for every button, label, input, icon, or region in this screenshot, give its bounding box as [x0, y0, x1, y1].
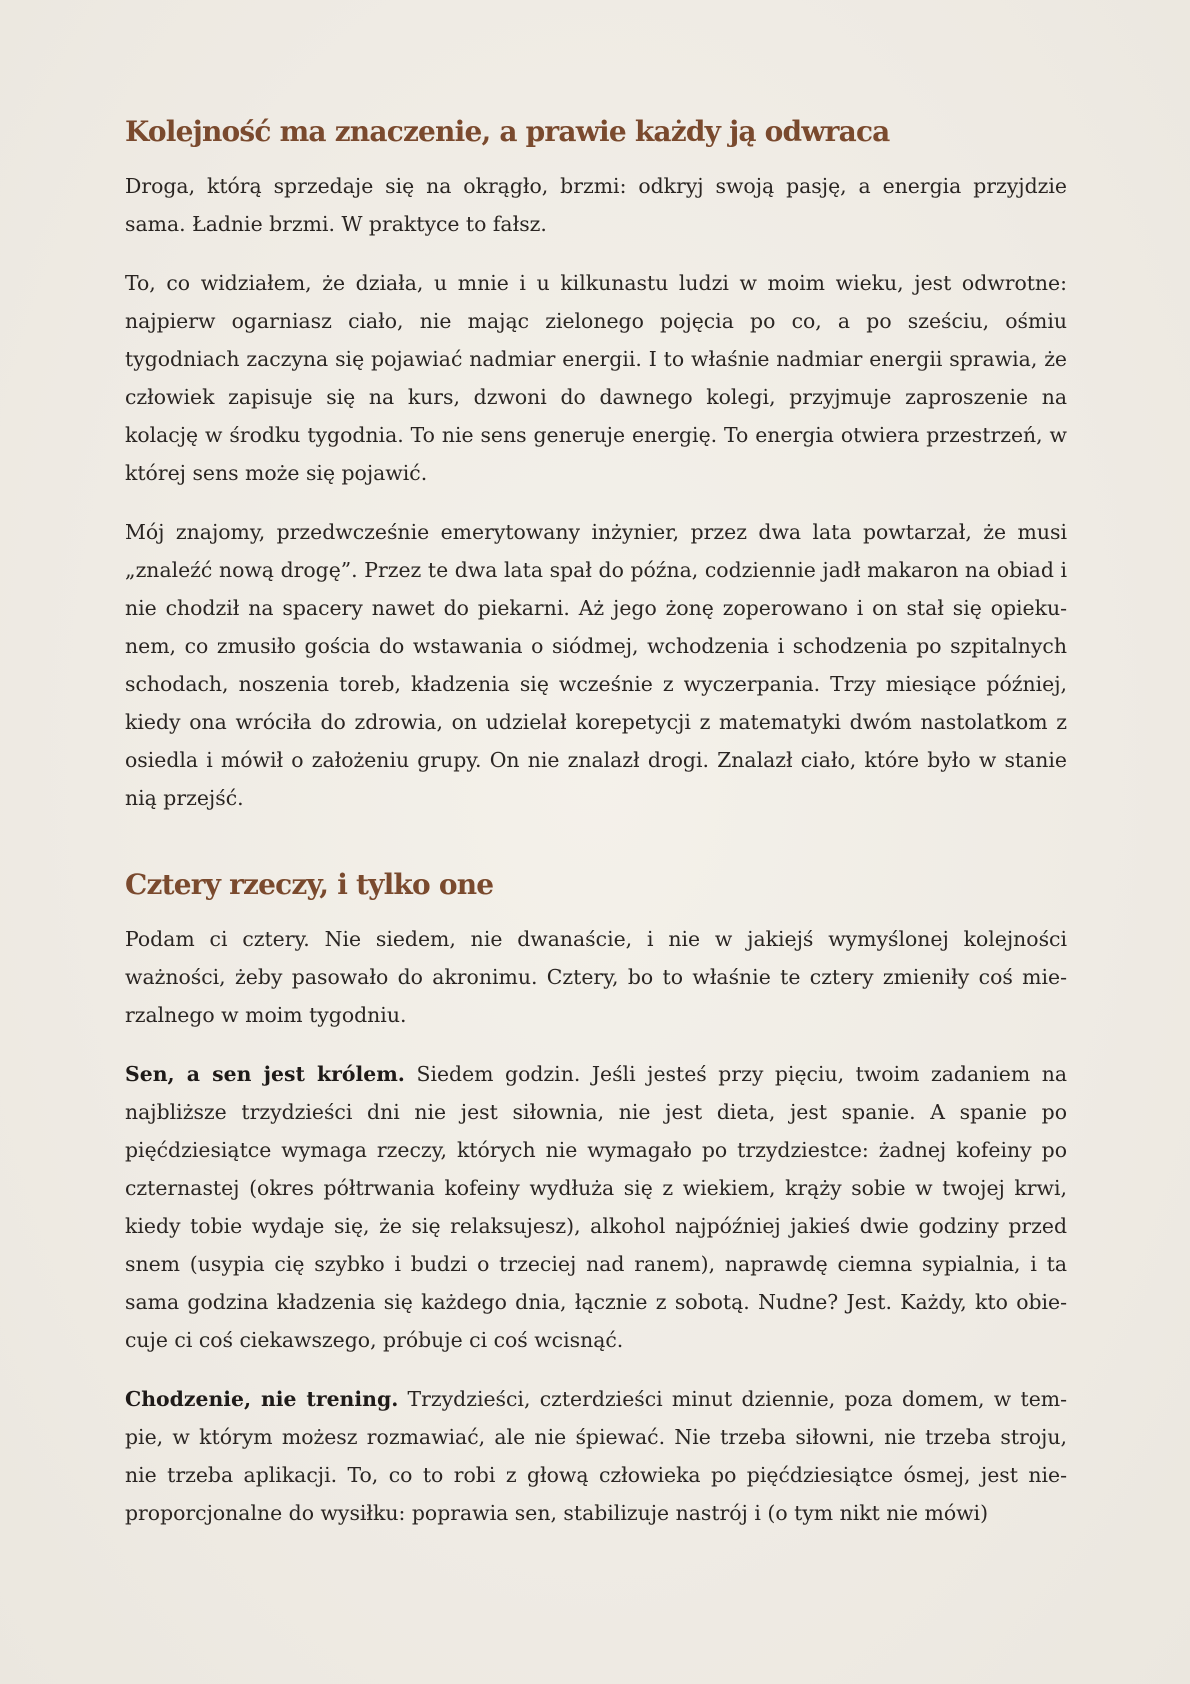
paragraph-text: Trzydzieści, czterdzieści minut dziennie, poza domem, w tempie, w którym możesz rozmawiać, ale nie śpiewać. Nie trzeba siłowni, nie trzeba stroju, nie trzeba aplikacji. To, co to robi z głową człowieka po pięćdziesiątce ósmej, jest nieproporcjonalne do wysiłku: poprawia sen, stabilizuje nastrój i (o tym nikt nie mówi)	[125, 1387, 1067, 1525]
section-heading-four-things: Cztery rzeczy, i tylko one	[125, 868, 494, 901]
paragraph-text: Siedem godzin. Jeśli jesteś przy pięciu, twoim zadaniem na najbliższe trzydzieści dni nie jest siłownia, nie jest dieta, jest spanie. A spanie po pięćdziesiątce wymaga rzeczy, których nie wymagało po trzydziestce: żadnej kofeiny po czternastej (okres półtrwania kofeiny wydłuża się z wiekiem, krąży sobie w twojej krwi, kiedy tobie wydaje się, że się relaksujesz), alkohol najpóźniej jakieś dwie godziny przed snem (usypia cię szybko i budzi o trzeciej nad ranem), naprawdę ciemna sypialnia, i ta sama godzina kładzenia się każdego dnia, łącznie z sobotą. Nudne? Jest. Każdy, kto obiecuje ci coś ciekawszego, próbuje ci coś wcisnąć.	[125, 1062, 1067, 1352]
paragraph: To, co widziałem, że działa, u mnie i u kilkunastu ludzi w moim wieku, jest odwrotne: najpierw ogarniasz ciało, nie mając zielonego pojęcia po co, a po sześciu, ośmiu tygodniach zaczyna się pojawiać nadmiar energii. I to właśnie nadmiar energii sprawia, że człowiek zapisuje się na kurs, dzwoni do dawnego kolegi, przyjmuje zaproszenie na kolację w środku tygodnia. To nie sens generuje energię. To energia otwiera przestrzeń, w której sens może się pojawić.	[125, 271, 1067, 485]
paragraph: Podam ci cztery. Nie siedem, nie dwanaście, i nie w jakiejś wymyślonej kolejności ważności, żeby pasowało do akronimu. Cztery, bo to właśnie te cztery zmieniły coś mierzalnego w moim tygodniu.	[125, 927, 1067, 1027]
bold-lead-walking: Chodzenie, nie trening.	[125, 1387, 399, 1411]
article-body	[125, 112, 1067, 1553]
bold-lead-sleep: Sen, a sen jest królem.	[125, 1062, 405, 1086]
paragraph-walking	[125, 1380, 1067, 1532]
paragraph-sleep	[125, 1055, 1067, 1359]
paragraph: Mój znajomy, przedwcześnie emerytowany inżynier, przez dwa lata powtarzał, że musi „znaleźć nową drogę”. Przez te dwa lata spał do późna, codziennie jadł makaron na obiad i nie chodził na spacery nawet do piekarni. Aż jego żonę zoperowano i on stał się opiekunem, co zmusiło gościa do wstawania o siódmej, wchodzenia i schodzenia po szpitalnych schodach, noszenia toreb, kładzenia się wcześnie z wyczerpania. Trzy miesiące później, kiedy ona wróciła do zdrowia, on udzielał korepetycji z matematyki dwóm nastolatkom z osiedla i mówił o założeniu grupy. On nie znalazł drogi. Znalazł ciało, które było w stanie nią przejść.	[125, 520, 1067, 810]
section-heading-order: Kolejność ma znaczenie, a prawie każdy ją odwraca	[125, 115, 890, 148]
paragraph: Droga, którą sprzedaje się na okrągło, brzmi: odkryj swoją pasję, a energia przyjdzie sama. Ładnie brzmi. W praktyce to fałsz.	[125, 174, 1067, 236]
